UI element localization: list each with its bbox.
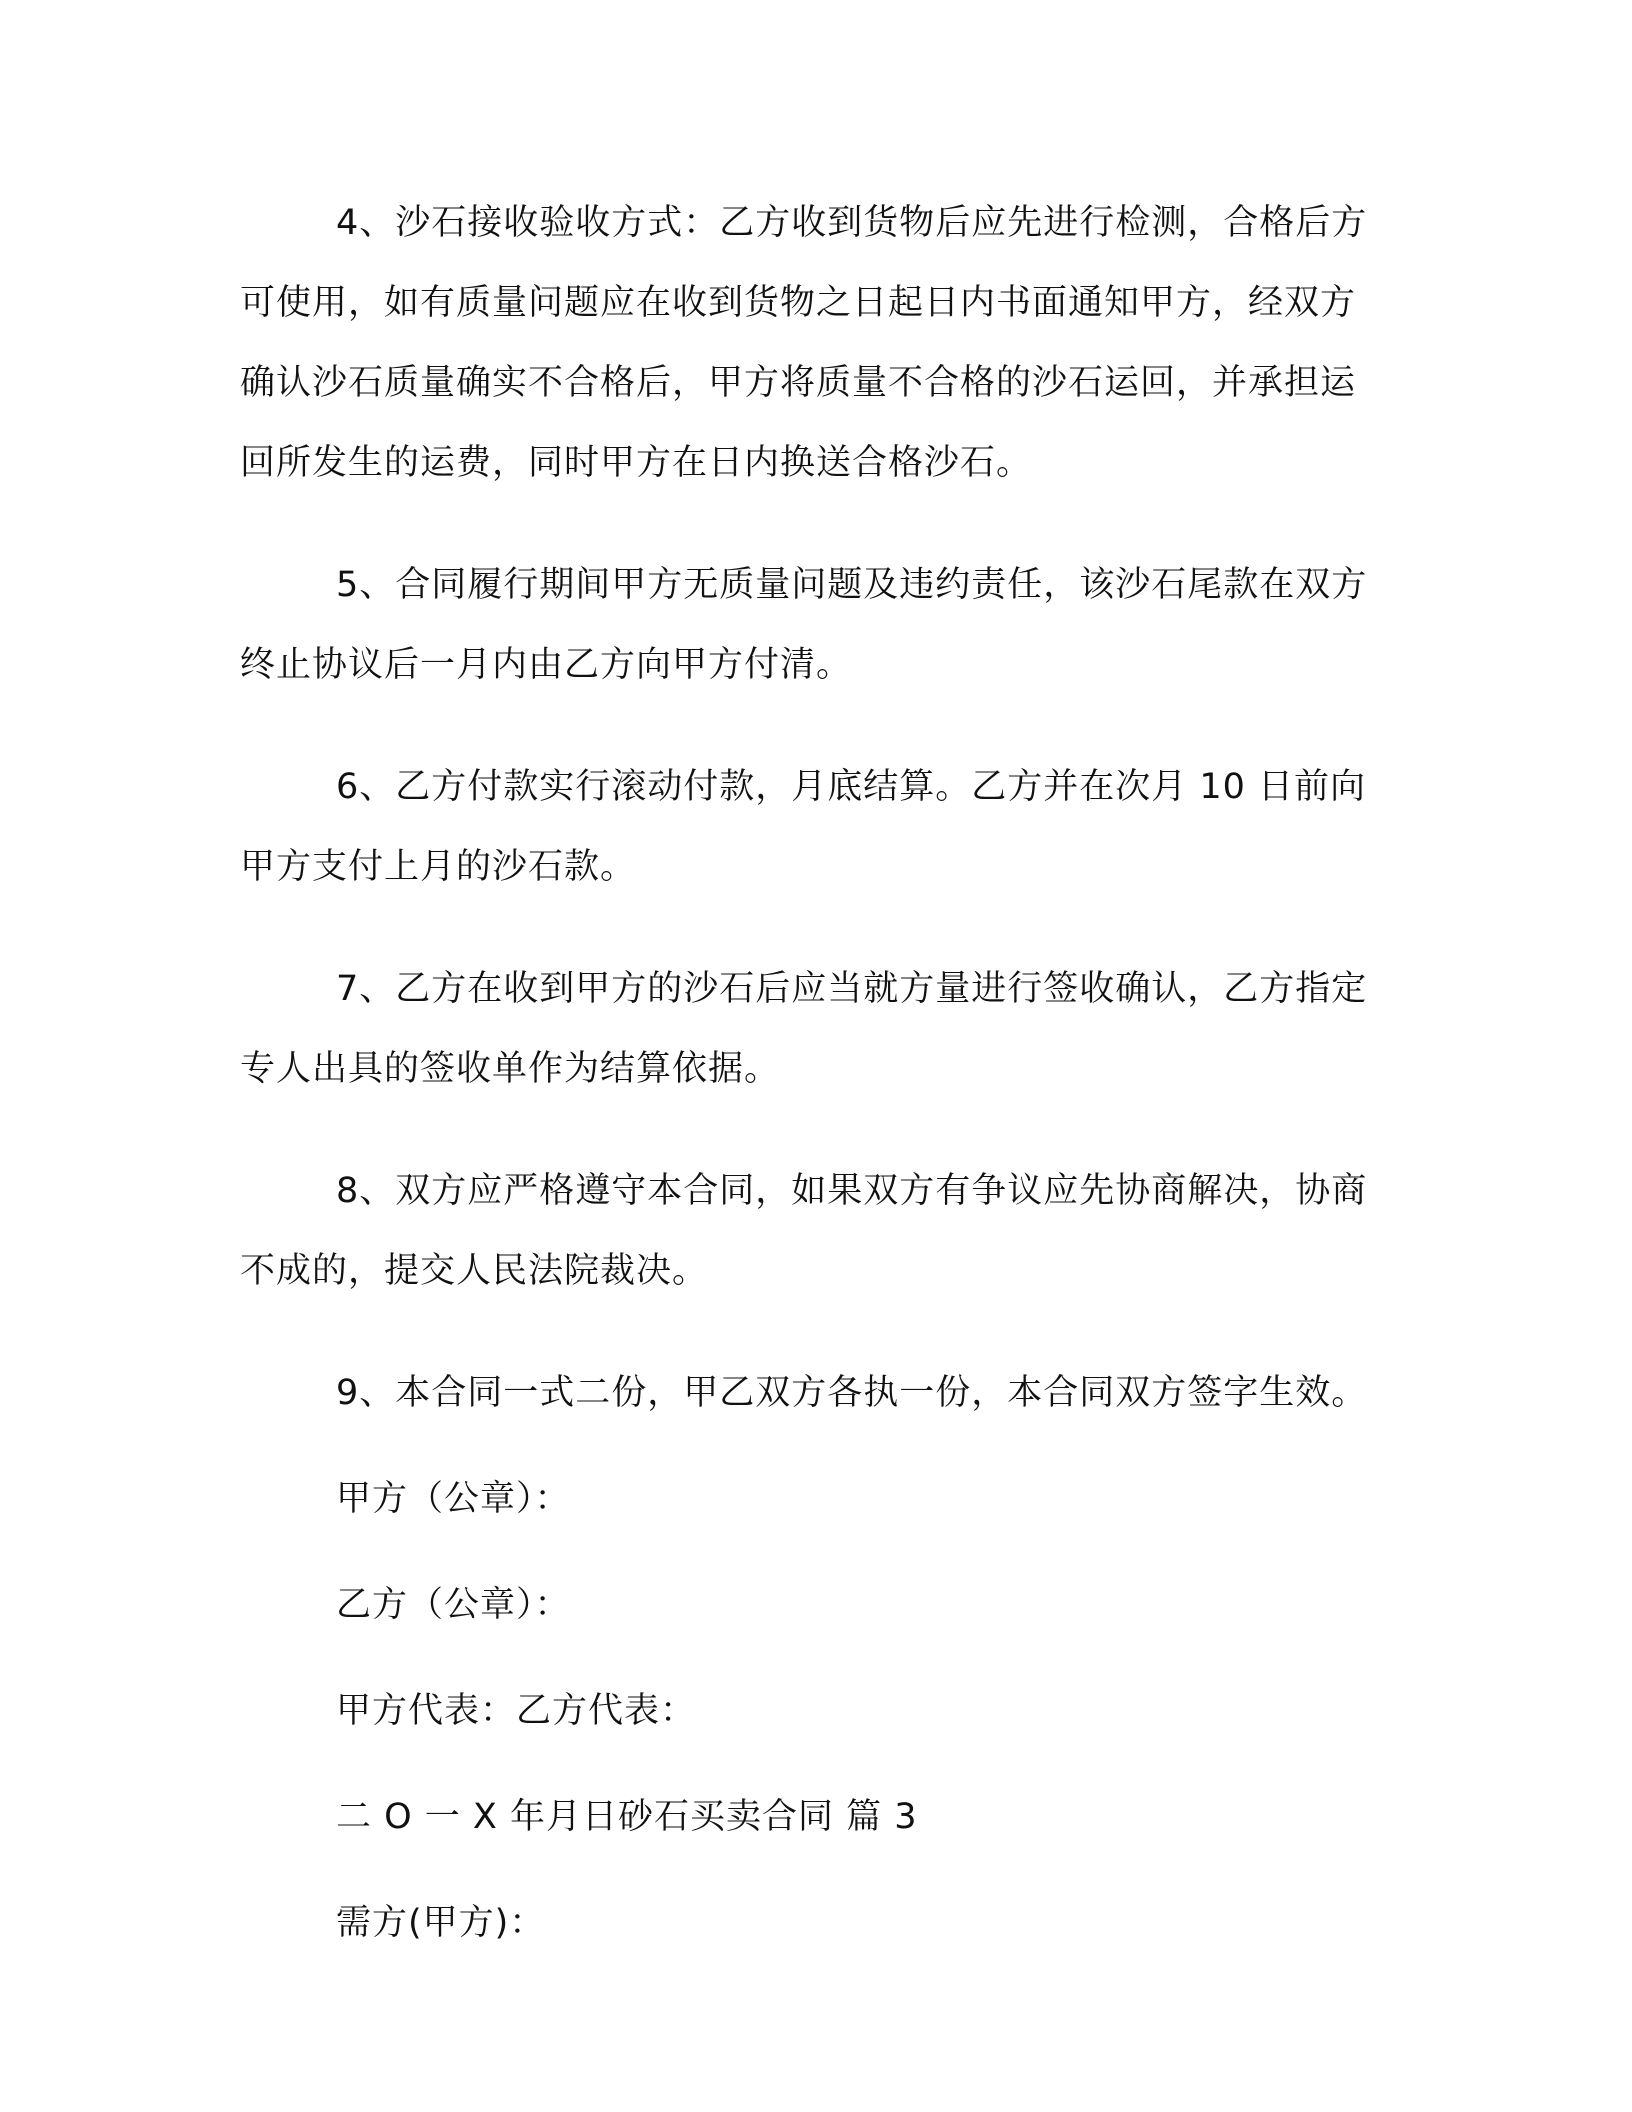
clause-7-paragraph: 7、乙方在收到甲方的沙石后应当就方量进行签收确认，乙方指定专人出具的签收单作为结算依据。 xyxy=(240,969,1368,1089)
clause-4-paragraph: 4、沙石接收验收方式：乙方收到货物后应先进行检测，合格后方可使用，如有质量问题应在收到货物之日起日内书面通知甲方，经双方确认沙石质量确实不合格后，甲方将质量不合格的沙石运回，并承担运回所发生的运费，同时甲方在日内换送合格沙石。 xyxy=(240,203,1368,483)
party-b-seal-line: 乙方（公章）： xyxy=(336,1585,571,1625)
buyer-party-line: 需方(甲方)： xyxy=(336,1903,546,1943)
representatives-line: 甲方代表：乙方代表： xyxy=(336,1691,697,1731)
date-and-section-heading: 二 O 一 X 年月日砂石买卖合同 篇 3 xyxy=(336,1797,918,1837)
clause-8-paragraph: 8、双方应严格遵守本合同，如果双方有争议应先协商解决，协商不成的，提交人民法院裁决。 xyxy=(240,1171,1368,1291)
clause-9-line: 9、本合同一式二份，甲乙双方各执一份，本合同双方签字生效。 xyxy=(336,1373,1368,1413)
party-a-seal-line: 甲方（公章）： xyxy=(336,1479,571,1519)
document-body xyxy=(240,183,1390,1989)
clause-5-paragraph: 5、合同履行期间甲方无质量问题及违约责任，该沙石尾款在双方终止协议后一月内由乙方向甲方付清。 xyxy=(240,565,1368,685)
clause-6-paragraph: 6、乙方付款实行滚动付款，月底结算。乙方并在次月 10 日前向甲方支付上月的沙石款。 xyxy=(240,767,1367,887)
